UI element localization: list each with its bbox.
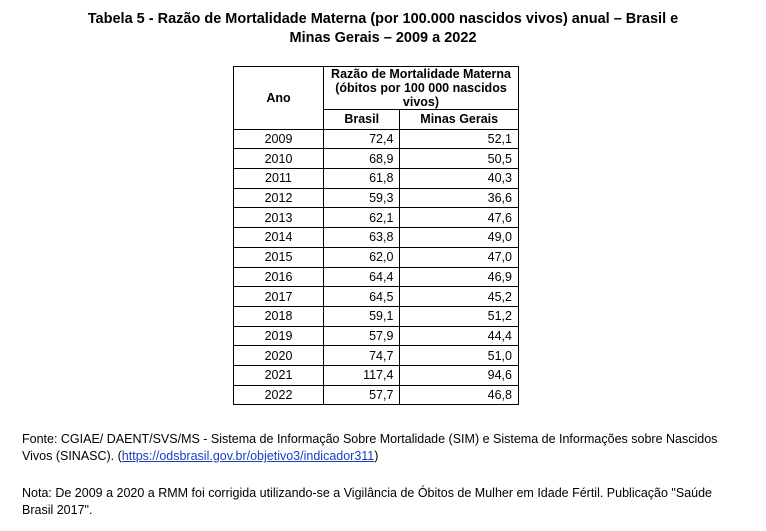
brasil-value-cell: 72,4 [324, 129, 400, 149]
column-header-year: Ano [234, 67, 324, 130]
minas-gerais-value-cell: 50,5 [400, 149, 519, 169]
year-cell: 2011 [234, 169, 324, 189]
year-cell: 2021 [234, 365, 324, 385]
brasil-value-cell: 62,0 [324, 247, 400, 267]
year-cell: 2020 [234, 346, 324, 366]
table-row [234, 306, 519, 326]
table-row [234, 149, 519, 169]
table-title-line2: Minas Gerais – 2009 a 2022 [289, 30, 477, 46]
year-cell: 2017 [234, 287, 324, 307]
brasil-value-cell: 59,3 [324, 188, 400, 208]
table-row [234, 346, 519, 366]
minas-gerais-value-cell: 49,0 [400, 228, 519, 248]
brasil-value-cell: 68,9 [324, 149, 400, 169]
minas-gerais-value-cell: 47,0 [400, 247, 519, 267]
minas-gerais-value-cell: 46,8 [400, 385, 519, 405]
year-cell: 2022 [234, 385, 324, 405]
table-row [234, 385, 519, 405]
brasil-value-cell: 64,4 [324, 267, 400, 287]
year-cell: 2018 [234, 306, 324, 326]
minas-gerais-value-cell: 36,6 [400, 188, 519, 208]
brasil-value-cell: 62,1 [324, 208, 400, 228]
table-row [234, 365, 519, 385]
column-header-brasil: Brasil [324, 110, 400, 130]
minas-gerais-value-cell: 44,4 [400, 326, 519, 346]
brasil-value-cell: 61,8 [324, 169, 400, 189]
source-text: Fonte: CGIAE/ DAENT/SVS/MS - Sistema de Informação Sobre Mortalidade (SIM) e Sistema de Informações sobre Nascidos Vivos (SINASC). ( [22, 432, 718, 463]
table-row [234, 326, 519, 346]
column-header-minas-gerais: Minas Gerais [400, 110, 519, 130]
brasil-value-cell: 57,7 [324, 385, 400, 405]
year-cell: 2016 [234, 267, 324, 287]
year-cell: 2014 [234, 228, 324, 248]
mortality-table [233, 66, 519, 405]
minas-gerais-value-cell: 51,2 [400, 306, 519, 326]
minas-gerais-value-cell: 45,2 [400, 287, 519, 307]
table-title-line1: Tabela 5 - Razão de Mortalidade Materna (por 100.000 nascidos vivos) anual – Brasil e [87, 11, 679, 27]
year-cell: 2013 [234, 208, 324, 228]
footnote: Nota: De 2009 a 2020 a RMM foi corrigida utilizando-se a Vigilância de Óbitos de Mulher em Idade Fértil. Publicação "Saúde Brasil 2017". [22, 486, 713, 517]
brasil-value-cell: 117,4 [324, 365, 400, 385]
year-cell: 2012 [234, 188, 324, 208]
table-row [234, 287, 519, 307]
table-row [234, 188, 519, 208]
minas-gerais-value-cell: 51,0 [400, 346, 519, 366]
brasil-value-cell: 64,5 [324, 287, 400, 307]
minas-gerais-value-cell: 52,1 [400, 129, 519, 149]
brasil-value-cell: 74,7 [324, 346, 400, 366]
table-title [20, 10, 746, 48]
minas-gerais-value-cell: 94,6 [400, 365, 519, 385]
year-cell: 2010 [234, 149, 324, 169]
brasil-value-cell: 57,9 [324, 326, 400, 346]
brasil-value-cell: 59,1 [324, 306, 400, 326]
table-body [234, 129, 519, 405]
table-row [234, 228, 519, 248]
table-row [234, 169, 519, 189]
source-note [22, 431, 742, 465]
table-row [234, 267, 519, 287]
source-suffix: ) [374, 449, 379, 463]
brasil-value-cell: 63,8 [324, 228, 400, 248]
year-cell: 2009 [234, 129, 324, 149]
year-cell: 2015 [234, 247, 324, 267]
minas-gerais-value-cell: 47,6 [400, 208, 519, 228]
table-row [234, 247, 519, 267]
minas-gerais-value-cell: 46,9 [400, 267, 519, 287]
table-row [234, 129, 519, 149]
source-link[interactable]: https://odsbrasil.gov.br/objetivo3/indicador311 [121, 449, 375, 463]
column-header-group: Razão de Mortalidade Materna (óbitos por 100 000 nascidos vivos) [324, 67, 519, 110]
year-cell: 2019 [234, 326, 324, 346]
table-row [234, 208, 519, 228]
minas-gerais-value-cell: 40,3 [400, 169, 519, 189]
